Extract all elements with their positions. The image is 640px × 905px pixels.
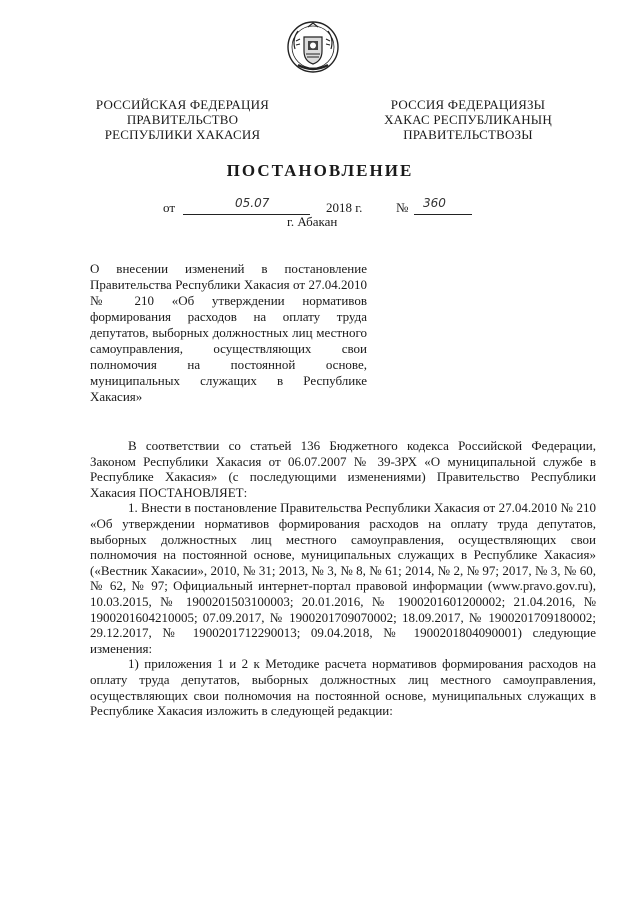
header-left-line: ПРАВИТЕЛЬСТВО [126,112,239,127]
coat-of-arms-emblem [286,19,340,75]
number-underline [414,214,472,215]
document-body [90,438,596,719]
date-number-line [0,196,640,216]
header-right-line: ПРАВИТЕЛЬСТВОЗЫ [403,127,533,142]
date-year: 2018 г. [326,200,363,215]
subitem-1-paragraph: 1) приложения 1 и 2 к Методике расчета нормативов формирования расходов на оплату труда депутатов, выборных должностных лиц местного самоуправления, осуществляющих свои полномочия на постоянной основе, муниципальных служащих в Республике Хакасия изложить в следующей редакции: [90,656,596,719]
date-prefix: от [163,200,176,215]
preamble-paragraph: В соответствии со статьей 136 Бюджетного кодекса Российской Федерации, Законом Республики Хакасия от 06.07.2007 № 39-ЗРХ «О муниципальной службе в Республике Хакасия» (с последующими изменениями) Правительство Республики Хакасия ПОСТАНОВЛЯЕТ: [90,438,596,500]
header-right [368,97,568,142]
subject-heading: О внесении изменений в постановление Правительства Республики Хакасия от 27.04.2010 № 210 «Об утверждении нормативов формирования расходов на оплату труда депутатов, выборных должностных лиц местного самоуправления, осуществляющих свои полномочия на постоянной основе, муниципальных служащих в Республике Хакасия» [90,261,367,404]
handwritten-number: 360 [423,196,446,210]
header-left-line: РЕСПУБЛИКИ ХАКАСИЯ [104,127,261,142]
item-1-paragraph: 1. Внести в постановление Правительства Республики Хакасия от 27.04.2010 № 210 «Об утверждении нормативов формирования расходов на оплату труда депутатов, выборных должностных лиц местного самоуправления, осуществляющих свои полномочия на постоянной основе, муниципальных служащих в Республике Хакасия» («Вестник Хакасии», 2010, № 31; 2013, № 3, № 8, № 61; 2014, № 2, № 97; 2017, № 3, № 60, № 62, № 97; Официальный интернет-портал правовой информации (www.pravo.gov.ru), 10.03.2015, № 1900201503100003; 20.01.2016, № 1900201601200002; 21.04.2016, № 1900201604210005; 07.09.2017, № 1900201709070002; 18.09.2017, № 1900201709180002; 29.12.2017, № 1900201712290013; 09.04.2018, № 1900201804090001) следующие изменения: [90,500,596,656]
header-left [85,97,280,142]
header-right-line: ХАКАС РЕСПУБЛИКАНЫҢ [384,112,552,127]
header-right-line: РОССИЯ ФЕДЕРАЦИЯЗЫ [390,97,546,112]
city: г. Абакан [287,214,338,229]
handwritten-date: 05.07 [235,196,270,210]
document-title: ПОСТАНОВЛЕНИЕ [226,161,414,180]
number-label: № [396,200,409,215]
header-left-line: РОССИЙСКАЯ ФЕДЕРАЦИЯ [95,97,270,112]
